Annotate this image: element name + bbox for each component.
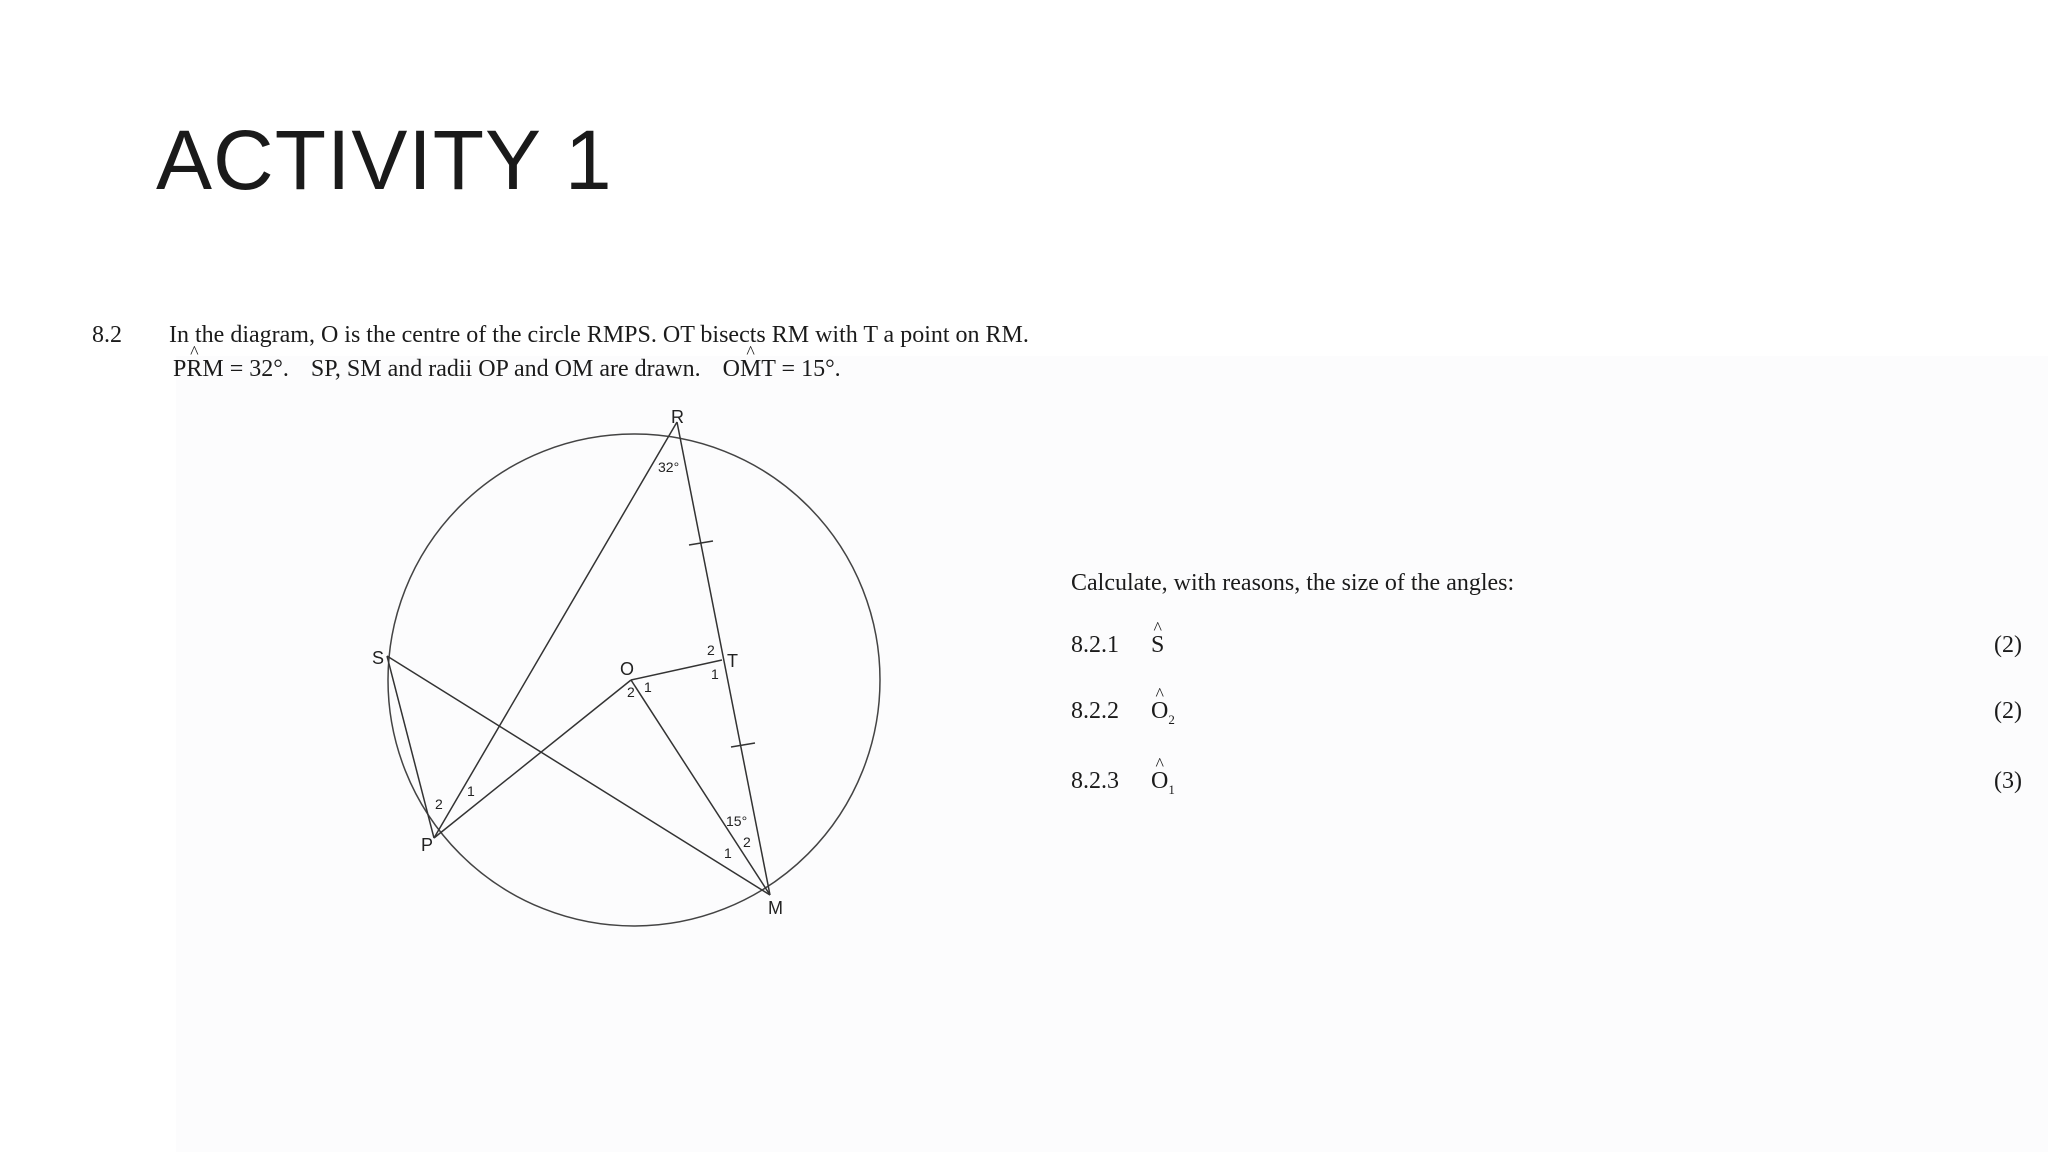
circle-geometry-diagram [360,400,900,940]
point-label-o: O [620,659,635,679]
angle-label-o-2: 2 [627,684,635,700]
slide-title: ACTIVITY 1 [156,113,613,207]
tick-mark-lower [731,743,755,747]
part-8-2-3 [1071,768,1175,798]
part-angle-subscript: 1 [1168,781,1175,797]
point-label-s: S [372,648,385,668]
angle-omt-value: = 15°. [775,356,841,382]
angle-label-p-1: 1 [467,783,475,799]
angle-prm-after: M [202,356,224,382]
angle-omt-after: T [761,356,776,382]
question-text-line2 [173,356,841,383]
line-s-p [387,656,434,838]
marks-8-2-2: (2) [1994,698,2022,724]
angle-label-p-2: 2 [435,796,443,812]
drawn-lines-text: SP, SM and radii OP and OM are drawn. [310,356,701,382]
part-number: 8.2.1 [1071,632,1119,658]
part-8-2-1 [1071,632,1164,662]
angle-prm-value: = 32°. [223,356,289,382]
instructions-intro: Calculate, with reasons, the size of the angles: [1071,570,1515,596]
angle-label-m-2: 2 [743,834,751,850]
point-label-r: R [671,407,684,427]
part-angle-symbol: ^ S [1151,632,1164,659]
angle-prm-before: P [173,356,187,382]
question-number: 8.2 [92,322,122,348]
angle-label-m-15: 15° [726,813,748,829]
marks-8-2-1: (2) [1994,632,2022,658]
question-text-line1: In the diagram, O is the centre of the circle RMPS. OT bisects RM with T a point on RM. [169,322,1029,348]
part-number: 8.2.2 [1071,698,1119,724]
angle-label-m-1: 1 [724,845,732,861]
angle-label-r-32: 32° [658,459,680,475]
angle-omt-before: O [722,356,740,382]
part-8-2-2 [1071,698,1175,728]
line-o-t [631,660,722,680]
point-label-t: T [727,651,738,671]
marks-8-2-3: (3) [1994,768,2022,794]
line-s-m [387,656,770,895]
line-r-p [434,422,680,838]
angle-prm-vertex: ^ R [186,356,202,383]
angle-label-t-1: 1 [711,666,719,682]
part-angle-symbol: ^ O [1151,768,1168,795]
point-label-m: M [768,898,783,918]
point-label-p: P [421,835,434,855]
part-angle-subscript: 2 [1168,711,1175,727]
angle-label-o-1: 1 [644,679,652,695]
part-angle-symbol: ^ O [1151,698,1168,725]
part-number: 8.2.3 [1071,768,1119,794]
angle-label-t-2: 2 [707,642,715,658]
angle-omt-vertex: ^ M [740,356,761,383]
